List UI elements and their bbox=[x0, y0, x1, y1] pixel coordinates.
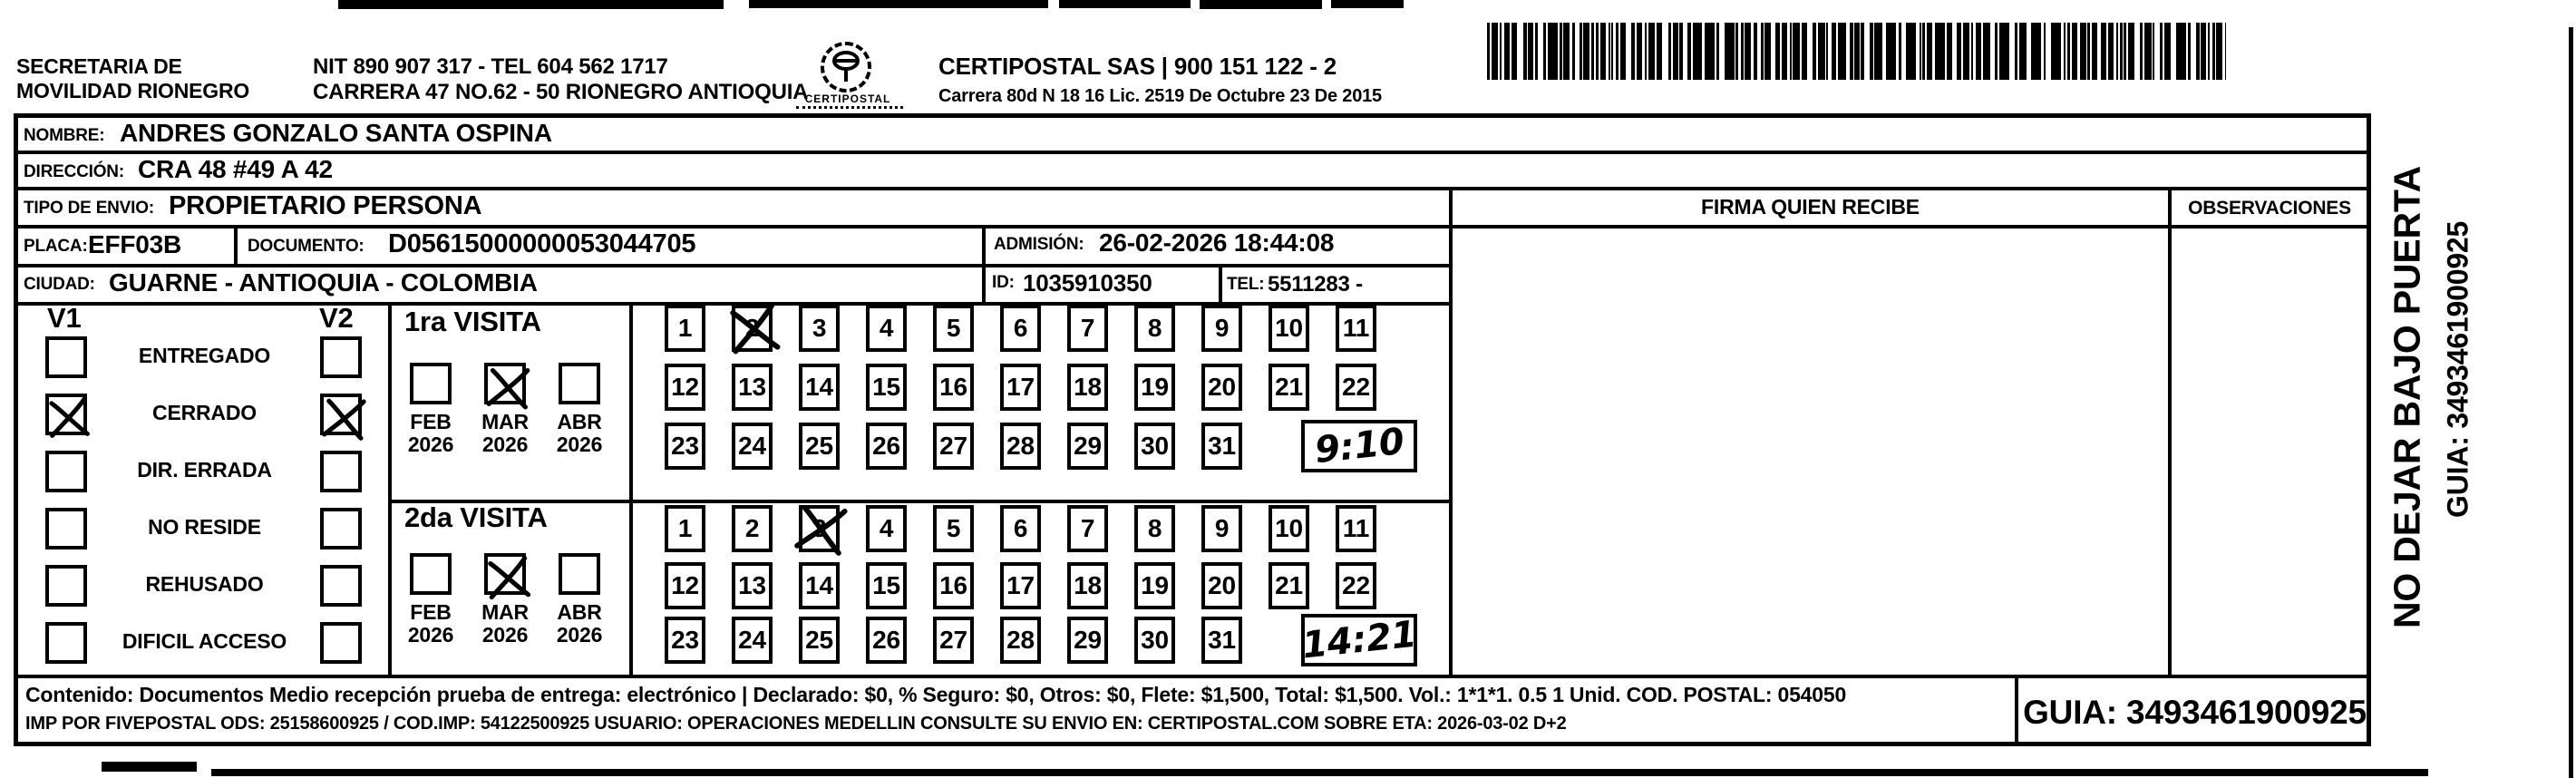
month-label: MAR bbox=[481, 600, 529, 624]
visit2-month-feb bbox=[397, 553, 464, 647]
day-box-28: 28 bbox=[1000, 617, 1041, 664]
visit2-month-abr bbox=[546, 553, 613, 647]
day-box-1: 1 bbox=[665, 505, 705, 552]
ciudad-label: CIUDAD: bbox=[24, 275, 95, 294]
id-label: ID: bbox=[992, 273, 1015, 292]
visit1-time-box bbox=[1301, 420, 1417, 472]
scan-artifact-top bbox=[1331, 0, 1404, 8]
status-option-label: REHUSADO bbox=[145, 572, 264, 596]
day-box-25: 25 bbox=[799, 423, 840, 470]
direccion-label: DIRECCIÓN: bbox=[24, 162, 124, 181]
grid-line bbox=[14, 264, 1453, 267]
day-box-7: 7 bbox=[1067, 305, 1108, 352]
visit2-day-row-2 bbox=[665, 562, 1376, 609]
guia-number-box: GUIA: 3493461900925 bbox=[2023, 693, 2367, 731]
scan-artifact-top bbox=[749, 0, 1048, 8]
day-box-4: 4 bbox=[866, 305, 907, 352]
documento-value: D05615000000053044705 bbox=[388, 229, 696, 258]
day-box-11: 11 bbox=[1336, 505, 1376, 552]
sender-nit-line: NIT 890 907 317 - TEL 604 562 1717 bbox=[313, 54, 668, 79]
day-box-20: 20 bbox=[1201, 562, 1242, 609]
carrier-name-line: CERTIPOSTAL SAS | 900 151 122 - 2 bbox=[938, 53, 1337, 80]
nombre-value: ANDRES GONZALO SANTA OSPINA bbox=[120, 119, 552, 147]
grid-line bbox=[388, 500, 1453, 503]
grid-line bbox=[234, 225, 238, 264]
day-box-15: 15 bbox=[866, 364, 907, 411]
visit1-day-row-1 bbox=[665, 305, 1376, 352]
day-box-8: 8 bbox=[1134, 305, 1175, 352]
visit2-day-row-1 bbox=[665, 505, 1376, 552]
month-checkbox bbox=[410, 553, 452, 595]
observaciones-area bbox=[2172, 229, 2367, 675]
status-option-label: ENTREGADO bbox=[138, 344, 271, 367]
month-label: ABR bbox=[557, 600, 602, 624]
status-option-row bbox=[44, 620, 366, 677]
day-box-12: 12 bbox=[665, 562, 705, 609]
id-value: 1035910350 bbox=[1023, 269, 1152, 297]
status-option-label: DIR. ERRADA bbox=[137, 458, 272, 481]
day-box-10: 10 bbox=[1269, 505, 1309, 552]
side-warning-text: NO DEJAR BAJO PUERTA bbox=[2386, 165, 2428, 628]
month-year-label: 2026 bbox=[481, 433, 529, 456]
placa-value: EFF03B bbox=[88, 230, 182, 258]
v2-checkbox-dir-errada bbox=[320, 451, 362, 492]
month-label: FEB bbox=[410, 600, 452, 624]
day-box-14: 14 bbox=[799, 364, 840, 411]
tipo-envio-value: PROPIETARIO PERSONA bbox=[169, 191, 482, 220]
v2-checkbox-entregado bbox=[320, 336, 362, 378]
day-box-9: 9 bbox=[1201, 505, 1242, 552]
month-checkbox bbox=[559, 553, 600, 595]
day-box-17: 17 bbox=[1000, 562, 1041, 609]
month-year-label: 2026 bbox=[556, 433, 603, 456]
visit1-title: 1ra VISITA bbox=[404, 306, 541, 337]
month-checkbox bbox=[484, 553, 526, 595]
tel-label: TEL: bbox=[1227, 275, 1265, 294]
day-box-27: 27 bbox=[933, 617, 974, 664]
day-box-25: 25 bbox=[799, 617, 840, 664]
day-box-22: 22 bbox=[1336, 364, 1376, 411]
day-box-23: 23 bbox=[665, 617, 705, 664]
visit2-day-row-3 bbox=[665, 613, 1419, 669]
day-box-2: 2 bbox=[732, 505, 773, 552]
v2-checkbox-cerrado bbox=[320, 394, 362, 435]
day-box-17: 17 bbox=[1000, 364, 1041, 411]
grid-line bbox=[629, 302, 633, 675]
day-box-27: 27 bbox=[933, 423, 974, 470]
admision-label: ADMISIÓN: bbox=[994, 235, 1084, 254]
day-box-18: 18 bbox=[1067, 364, 1108, 411]
visit1-day-row-3 bbox=[665, 420, 1417, 475]
grid-line bbox=[14, 187, 2371, 190]
logo-tagline-squiggle bbox=[796, 106, 903, 109]
month-label: FEB bbox=[410, 410, 452, 433]
handwritten-x-mark bbox=[482, 551, 535, 604]
day-box-6: 6 bbox=[1000, 505, 1041, 552]
status-option-row bbox=[44, 392, 366, 449]
handwritten-x-mark bbox=[789, 496, 854, 561]
visit2-time-box bbox=[1301, 614, 1417, 666]
handwritten-time: 14:21 bbox=[1299, 613, 1419, 667]
day-box-1: 1 bbox=[665, 305, 705, 352]
day-box-31: 31 bbox=[1201, 423, 1242, 470]
sender-block bbox=[16, 54, 249, 103]
logo-wordmark: CERTIPOSTAL bbox=[804, 92, 891, 105]
day-box-24: 24 bbox=[732, 423, 773, 470]
status-option-row bbox=[44, 506, 366, 563]
status-option-row bbox=[44, 335, 366, 392]
day-box-5: 5 bbox=[933, 505, 974, 552]
documento-label: DOCUMENTO: bbox=[248, 237, 365, 256]
visit2-column-header: V2 bbox=[319, 302, 354, 334]
visit1-day-row-2 bbox=[665, 364, 1376, 411]
day-box-22: 22 bbox=[1336, 562, 1376, 609]
day-box-19: 19 bbox=[1134, 562, 1175, 609]
day-box-13: 13 bbox=[732, 364, 773, 411]
handwritten-time: 9:10 bbox=[1312, 420, 1406, 472]
visit2-title: 2da VISITA bbox=[404, 501, 548, 533]
handwritten-x-mark bbox=[724, 297, 785, 359]
day-box-11: 11 bbox=[1336, 305, 1376, 352]
ciudad-value: GUARNE - ANTIOQUIA - COLOMBIA bbox=[109, 268, 538, 297]
handwritten-x-mark bbox=[44, 393, 94, 442]
footer-content-line: Contenido: Documentos Medio recepción prueba de entrega: electrónico | Declarado: $0, % Seguro: $0, Otros: $0, Flete: $1,500, Total: $1,500. Vol.: 1*1*1. 0.5 1 Unid. COD. POSTAL: 054050 bbox=[25, 683, 1847, 706]
sender-address-line: CARRERA 47 NO.62 - 50 RIONEGRO ANTIOQUIA bbox=[313, 80, 809, 104]
day-box-3: 3 bbox=[799, 505, 840, 552]
month-year-label: 2026 bbox=[407, 433, 454, 456]
tipo-envio-label: TIPO DE ENVIO: bbox=[24, 199, 154, 218]
day-box-3: 3 bbox=[799, 305, 840, 352]
day-box-24: 24 bbox=[732, 617, 773, 664]
day-box-30: 30 bbox=[1134, 423, 1175, 470]
day-box-2: 2 bbox=[732, 305, 773, 352]
day-box-23: 23 bbox=[665, 423, 705, 470]
nombre-label: NOMBRE: bbox=[24, 126, 105, 145]
grid-line bbox=[1219, 264, 1222, 302]
status-option-row bbox=[44, 449, 366, 506]
day-box-29: 29 bbox=[1067, 423, 1108, 470]
day-box-19: 19 bbox=[1134, 364, 1175, 411]
day-box-10: 10 bbox=[1269, 305, 1309, 352]
side-guia-text: GUIA: 3493461900925 bbox=[2441, 220, 2474, 519]
handwritten-x-mark bbox=[482, 361, 536, 414]
sender-name-line2: MOVILIDAD RIONEGRO bbox=[16, 79, 250, 102]
firma-quien-recibe-header: FIRMA QUIEN RECIBE bbox=[1701, 195, 1920, 219]
scan-edge-line bbox=[2569, 27, 2573, 778]
placa-label: PLACA: bbox=[24, 237, 88, 256]
day-box-8: 8 bbox=[1134, 505, 1175, 552]
visit1-month-feb bbox=[397, 363, 464, 456]
month-year-label: 2026 bbox=[407, 623, 454, 647]
carrier-license-line: Carrera 80d N 18 16 Lic. 2519 De Octubre 23 De 2015 bbox=[938, 86, 1382, 106]
carrier-block bbox=[938, 53, 1382, 107]
v1-checkbox-cerrado bbox=[45, 394, 87, 435]
day-box-28: 28 bbox=[1000, 423, 1041, 470]
v1-checkbox-entregado bbox=[45, 336, 87, 378]
v2-checkbox-rehusado bbox=[320, 565, 362, 607]
month-year-label: 2026 bbox=[481, 623, 529, 647]
sender-contact-block bbox=[313, 54, 808, 105]
status-option-label: DIFICIL ACCESO bbox=[122, 629, 287, 653]
month-checkbox bbox=[559, 363, 600, 404]
visit1-month-abr bbox=[546, 363, 613, 456]
handwritten-x-mark bbox=[317, 391, 371, 444]
tel-value: 5511283 - bbox=[1268, 272, 1363, 297]
day-box-6: 6 bbox=[1000, 305, 1041, 352]
day-box-20: 20 bbox=[1201, 364, 1242, 411]
day-box-12: 12 bbox=[665, 364, 705, 411]
day-box-31: 31 bbox=[1201, 617, 1242, 664]
day-box-16: 16 bbox=[933, 562, 974, 609]
day-box-9: 9 bbox=[1201, 305, 1242, 352]
v1-checkbox-dificil-acceso bbox=[45, 622, 87, 664]
scan-artifact-bottom bbox=[102, 762, 197, 772]
day-box-14: 14 bbox=[799, 562, 840, 609]
firma-area bbox=[1453, 229, 2168, 675]
day-box-26: 26 bbox=[866, 617, 907, 664]
day-box-29: 29 bbox=[1067, 617, 1108, 664]
grid-line bbox=[388, 302, 392, 675]
month-label: MAR bbox=[481, 410, 529, 433]
month-checkbox bbox=[484, 363, 526, 404]
observaciones-header: OBSERVACIONES bbox=[2188, 198, 2351, 219]
month-year-label: 2026 bbox=[556, 623, 603, 647]
v1-checkbox-dir-errada bbox=[45, 451, 87, 492]
visit1-column-header: V1 bbox=[47, 302, 82, 334]
day-box-7: 7 bbox=[1067, 505, 1108, 552]
grid-line bbox=[14, 151, 2371, 154]
month-checkbox bbox=[410, 363, 452, 404]
scan-artifact-bottom bbox=[211, 769, 2428, 776]
day-box-26: 26 bbox=[866, 423, 907, 470]
scan-artifact-top bbox=[1200, 0, 1322, 9]
delivery-status-options bbox=[44, 335, 366, 677]
v2-checkbox-no-reside bbox=[320, 508, 362, 549]
day-box-18: 18 bbox=[1067, 562, 1108, 609]
visit2-month-mar bbox=[471, 553, 539, 647]
day-box-21: 21 bbox=[1269, 562, 1309, 609]
month-label: ABR bbox=[557, 410, 602, 433]
admision-value: 26-02-2026 18:44:08 bbox=[1099, 229, 1335, 257]
scan-artifact-top bbox=[1059, 0, 1191, 8]
day-box-30: 30 bbox=[1134, 617, 1175, 664]
scan-artifact-top bbox=[338, 0, 724, 9]
status-option-label: CERRADO bbox=[152, 401, 257, 424]
day-box-5: 5 bbox=[933, 305, 974, 352]
day-box-4: 4 bbox=[866, 505, 907, 552]
sender-name-line1: SECRETARIA DE bbox=[16, 54, 182, 78]
footer-imp-line: IMP POR FIVEPOSTAL ODS: 25158600925 / COD.IMP: 54122500925 USUARIO: OPERACIONES MEDELLIN CONSULTE SU ENVIO EN: CERTIPOSTAL.COM SOBRE ETA: 2026-03-02 D+2 bbox=[25, 714, 1567, 734]
day-box-15: 15 bbox=[866, 562, 907, 609]
day-box-21: 21 bbox=[1269, 364, 1309, 411]
day-box-13: 13 bbox=[732, 562, 773, 609]
v2-checkbox-dificil-acceso bbox=[320, 622, 362, 664]
v1-checkbox-no-reside bbox=[45, 508, 87, 549]
certipostal-logo-icon bbox=[821, 42, 871, 92]
status-option-label: NO RESIDE bbox=[148, 515, 261, 539]
barcode bbox=[1487, 23, 2226, 80]
v1-checkbox-rehusado bbox=[45, 565, 87, 607]
visit1-month-mar bbox=[471, 363, 539, 456]
direccion-value: CRA 48 #49 A 42 bbox=[138, 155, 333, 183]
grid-line bbox=[982, 225, 986, 302]
status-option-row bbox=[44, 563, 366, 620]
day-box-16: 16 bbox=[933, 364, 974, 411]
